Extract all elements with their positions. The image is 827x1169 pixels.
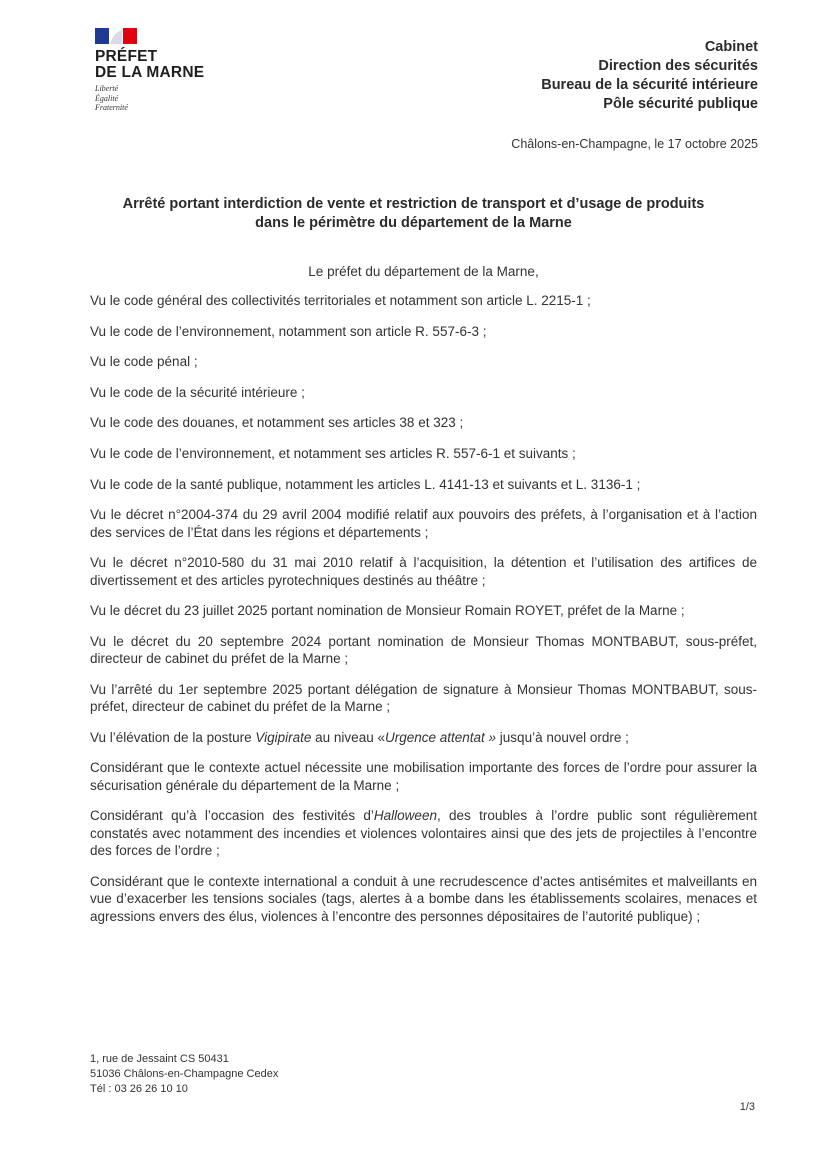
service-line: Direction des sécurités	[598, 58, 758, 74]
prefecture-name	[95, 49, 204, 81]
prefecture-logo	[95, 28, 204, 113]
place-and-date: Châlons-en-Champagne, le 17 octobre 2025	[511, 137, 758, 151]
phone-line: Tél : 03 26 26 10 10	[90, 1083, 188, 1095]
visa-paragraph: Vu le décret n°2004-374 du 29 avril 2004 modifié relatif aux pouvoirs des préfets, à l’organisation et à l’action des services de l’État dans les régions et départements ;	[90, 507, 757, 540]
title-line: Arrêté portant interdiction de vente et restriction de transport et d’usage de produits	[122, 196, 705, 212]
halloween-text: , des troubles à l’ordre public sont régulièrement constatés avec notamment des incendies et violences volontaires ainsi que des jets de projectiles à l’encontre des forces de l’ordre ;	[90, 808, 758, 859]
visa-paragraph: Vu l’arrêté du 1er septembre 2025 portant délégation de signature à Monsieur Thomas MONTBABUT, sous-préfet, directeur de cabinet du préfet de la Marne ;	[90, 681, 757, 715]
service-line: Cabinet	[704, 39, 758, 55]
republic-motto	[95, 84, 204, 113]
visa-paragraph: Vu le décret n°2010-580 du 31 mai 2010 relatif à l’acquisition, la détention et l’utilisation des artifices de divertissement et des articles pyrotechniques destinés au théâtre ;	[90, 555, 757, 588]
motto-liberte: Liberté	[95, 84, 119, 93]
visa-paragraph: Vu le code pénal ;	[90, 354, 198, 370]
visa-paragraph: Vu le décret du 20 septembre 2024 portant nomination de Monsieur Thomas MONTBABUT, sous-préfet, directeur de cabinet du préfet de la Marne ;	[90, 633, 757, 667]
issuing-service	[541, 38, 758, 114]
service-line: Bureau de la sécurité intérieure	[541, 77, 758, 93]
visa-paragraph: Vu le code général des collectivités territoriales et notamment son article L. 2215-1 ;	[90, 293, 591, 308]
vigipirate-text: jusqu’à nouvel ordre ;	[496, 729, 629, 745]
motto-fraternite: Fraternité	[95, 103, 128, 112]
considerant-halloween-paragraph	[90, 807, 757, 859]
vigipirate-text: au niveau «	[311, 729, 385, 745]
title-line: dans le périmètre du département de la Marne	[255, 215, 572, 231]
considerant-paragraph: Considérant que le contexte international a conduit à une recrudescence d’actes antisémites et malveillants en vue d’exacerber les tensions sociales (tags, alertes à a bombe dans les établissements scolaires, menaces et agressions envers des élus, violences à l’encontre des personnes dépositaires de l’autorité publique) ;	[90, 873, 757, 924]
marianne-flag-icon	[95, 28, 137, 44]
document-title	[70, 195, 757, 233]
page-number: 1/3	[739, 1101, 755, 1113]
prefecture-name-line1: PRÉFET	[95, 48, 158, 65]
visa-paragraph: Vu le code de l’environnement, et notamment ses articles R. 557-6-1 et suivants ;	[90, 445, 576, 461]
visa-paragraph: Vu le code de la santé publique, notamment les articles L. 4141-13 et suivants et L. 3136-1 ;	[90, 476, 641, 492]
prefecture-name-line2: DE LA MARNE	[95, 64, 205, 81]
vigipirate-emphasis: Vigipirate	[255, 729, 312, 745]
halloween-emphasis: Halloween	[373, 808, 437, 824]
service-line: Pôle sécurité publique	[603, 96, 758, 112]
urgence-attentat-emphasis: Urgence attentat »	[384, 729, 497, 745]
address-line: 51036 Châlons-en-Champagne Cedex	[90, 1068, 279, 1080]
vigipirate-paragraph	[90, 729, 757, 746]
considerant-paragraph: Considérant que le contexte actuel nécessite une mobilisation importante des forces de l’ordre pour assurer la sécurisation générale du département de la Marne ;	[90, 760, 757, 793]
visa-paragraph: Vu le code des douanes, et notamment ses articles 38 et 323 ;	[90, 415, 464, 431]
visa-paragraph: Vu le code de l’environnement, notamment son article R. 557-6-3 ;	[90, 323, 487, 339]
preamble: Le préfet du département de la Marne,	[308, 264, 539, 279]
motto-egalite: Égalité	[95, 93, 119, 103]
visa-paragraph: Vu le décret du 23 juillet 2025 portant nomination de Monsieur Romain ROYET, préfet de la Marne ;	[90, 603, 685, 619]
halloween-text: Considérant qu’à l’occasion des festivités d’	[90, 808, 374, 824]
footer-address	[90, 1052, 278, 1097]
visa-paragraph: Vu le code de la sécurité intérieure ;	[90, 384, 305, 400]
vigipirate-text: Vu l’élévation de la posture	[90, 729, 256, 745]
document-body	[90, 292, 757, 938]
address-line: 1, rue de Jessaint CS 50431	[90, 1053, 229, 1065]
